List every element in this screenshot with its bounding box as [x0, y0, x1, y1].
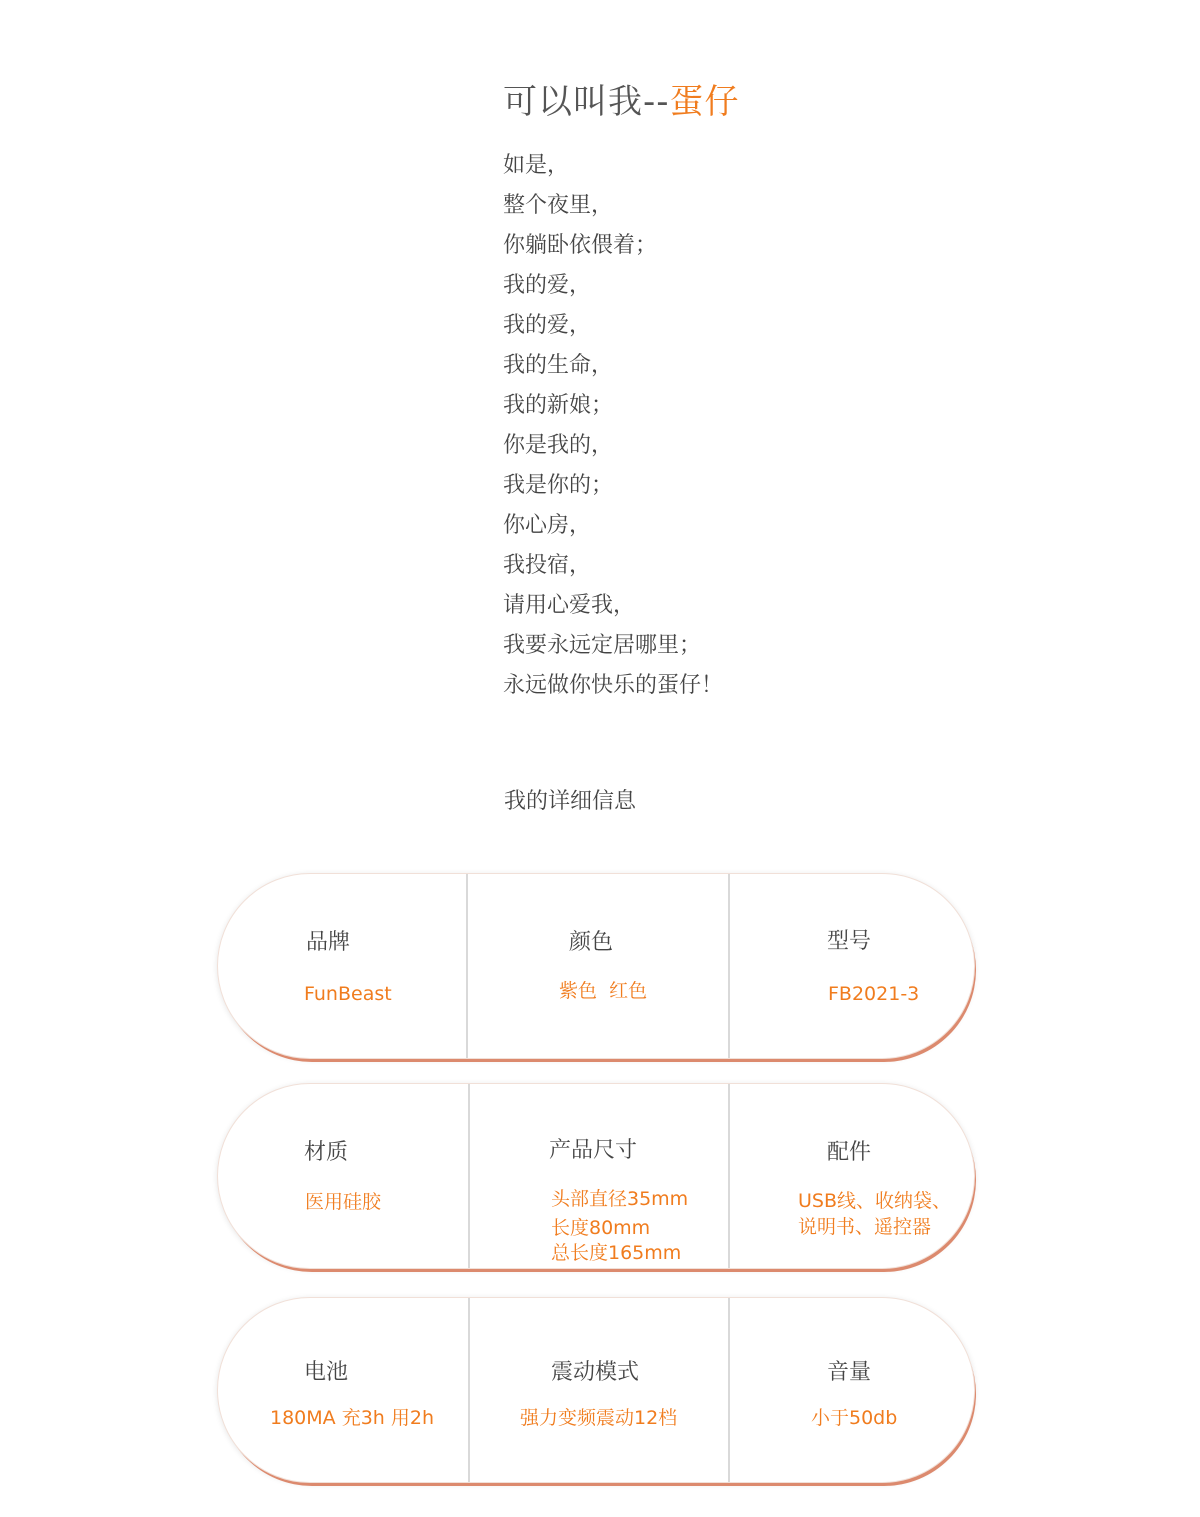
poem-line: 你心房， [503, 513, 592, 538]
spec-value-battery: 180MA 充3h 用2h [270, 1407, 434, 1429]
spec-label-material: 材质 [304, 1140, 349, 1165]
spec-divider [468, 1298, 470, 1482]
spec-label-battery: 电池 [304, 1360, 349, 1385]
spec-divider [728, 1084, 730, 1268]
spec-row-2 [217, 1083, 975, 1269]
spec-value-accessories-line2: 说明书、遥控器 [798, 1216, 932, 1238]
spec-value-accessories-line1: USB线、收纳袋、 [798, 1190, 952, 1212]
page-title-highlight: 蛋仔 [669, 82, 740, 122]
spec-label-size: 产品尺寸 [549, 1138, 638, 1163]
spec-label-volume: 音量 [827, 1360, 872, 1385]
spec-value-volume: 小于50db [811, 1407, 898, 1429]
poem-line: 我要永远定居哪里； [503, 633, 702, 658]
spec-label-accessories: 配件 [827, 1140, 872, 1165]
spec-divider [728, 1298, 730, 1482]
poem-line: 永远做你快乐的蛋仔！ [503, 673, 724, 698]
poem-line: 我的爱， [503, 273, 592, 298]
spec-divider [728, 874, 730, 1058]
poem-line: 我的生命， [503, 353, 614, 378]
poem-line: 你是我的， [503, 433, 614, 458]
spec-value-color: 紫色 红色 [559, 980, 648, 1002]
spec-label-vibration: 震动模式 [551, 1360, 640, 1385]
spec-divider [466, 874, 468, 1058]
poem-line: 我投宿， [503, 553, 592, 578]
poem-line: 我的爱， [503, 313, 592, 338]
poem-line: 我是你的； [503, 473, 614, 498]
spec-row-1 [217, 873, 975, 1059]
page-title [503, 78, 740, 126]
spec-label-brand: 品牌 [306, 930, 351, 955]
spec-label-color: 颜色 [569, 930, 614, 955]
spec-value-size-line3: 总长度165mm [551, 1242, 682, 1264]
spec-label-model: 型号 [827, 929, 872, 954]
spec-row-3 [217, 1297, 975, 1483]
details-title: 我的详细信息 [504, 789, 637, 814]
poem-line: 请用心爱我， [503, 593, 636, 618]
spec-divider [468, 1084, 470, 1268]
spec-value-size-line2: 长度80mm [551, 1217, 651, 1239]
poem-line: 如是， [503, 153, 570, 178]
poem-line: 整个夜里， [503, 193, 614, 218]
spec-value-brand: FunBeast [304, 983, 392, 1005]
poem-line: 你躺卧依偎着； [503, 233, 658, 258]
spec-value-model: FB2021-3 [828, 983, 920, 1005]
page-title-prefix: 可以叫我-- [503, 82, 670, 122]
spec-value-material: 医用硅胶 [305, 1191, 382, 1213]
spec-value-vibration: 强力变频震动12档 [520, 1407, 678, 1429]
poem-line: 我的新娘； [503, 393, 614, 418]
spec-value-size-line1: 头部直径35mm [551, 1188, 689, 1210]
poem [503, 146, 723, 706]
